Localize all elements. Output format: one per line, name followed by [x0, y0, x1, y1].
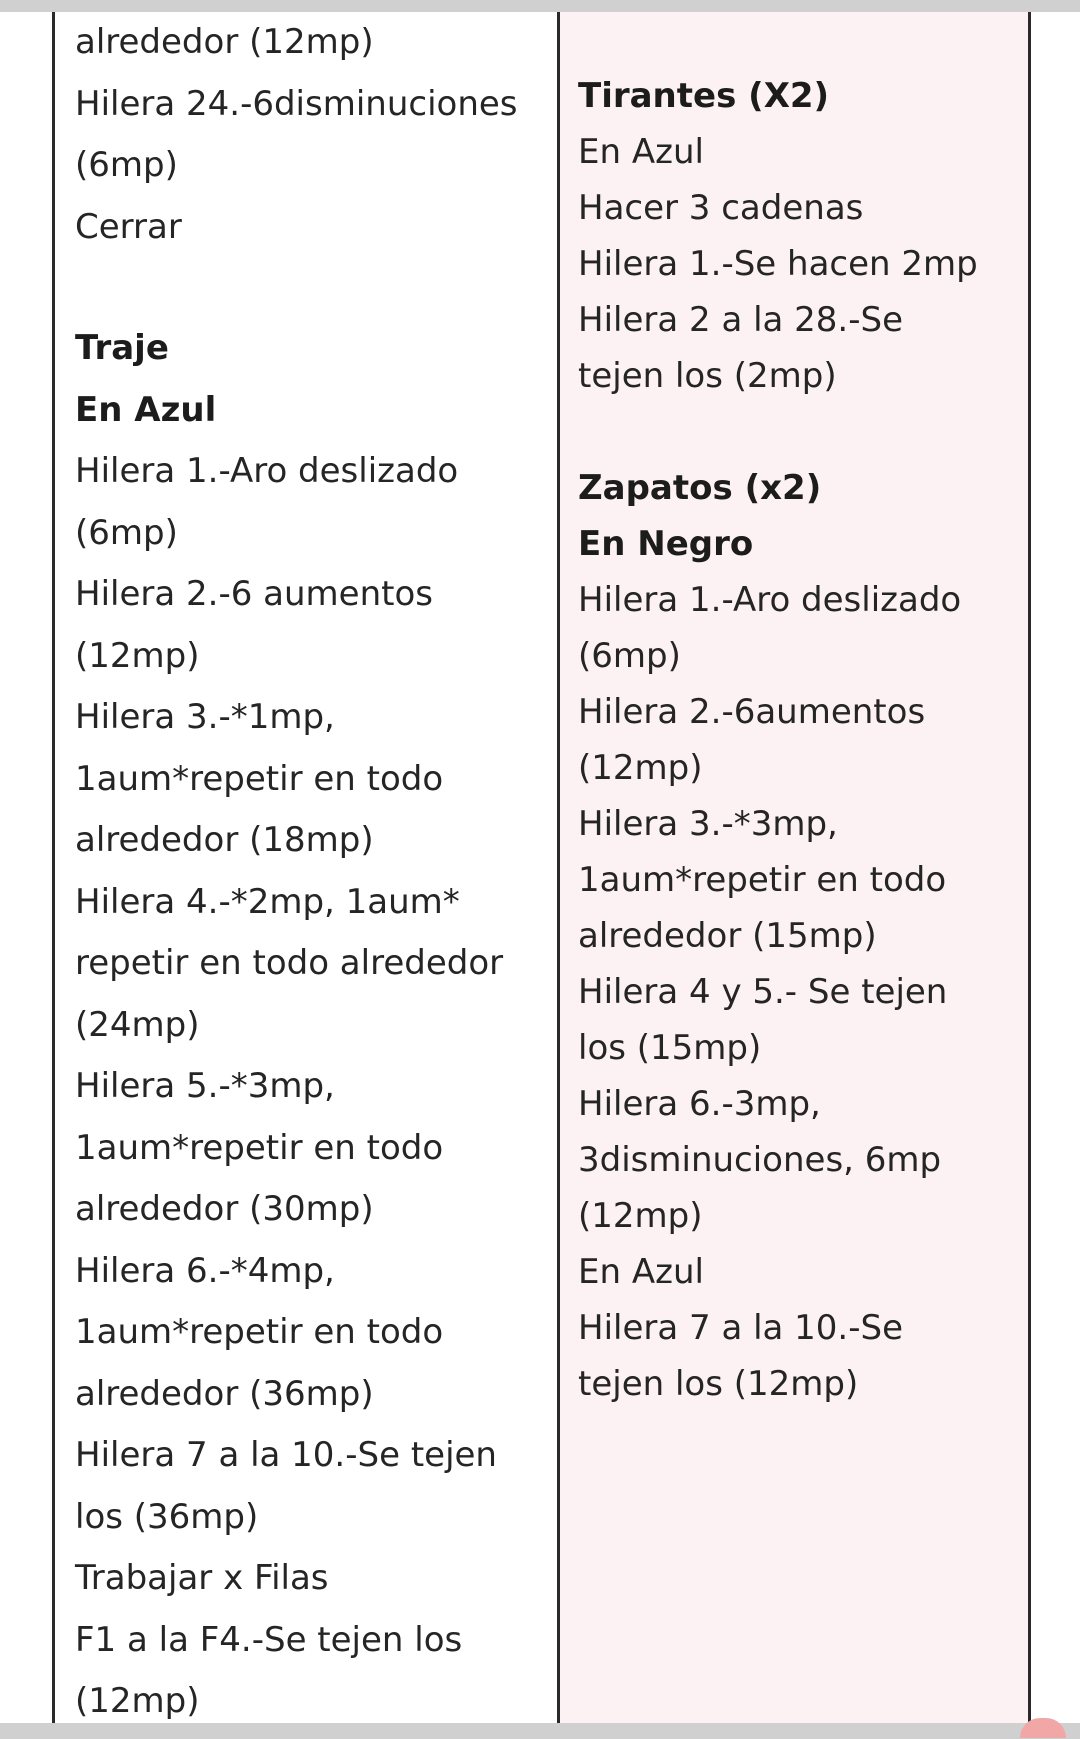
pattern-line: En Azul: [578, 132, 704, 172]
pattern-line: Trabajar x Filas: [75, 1558, 329, 1598]
pattern-line: Hacer 3 cadenas: [578, 188, 864, 228]
bottom-scroll-edge: [0, 1723, 1080, 1739]
pattern-line: los (15mp): [578, 1028, 762, 1068]
pattern-line: Hilera 6.-3mp,: [578, 1084, 821, 1124]
pattern-line: (6mp): [75, 145, 178, 185]
pattern-line: Hilera 2.-6 aumentos: [75, 574, 433, 614]
pattern-line: Hilera 6.-*4mp,: [75, 1250, 335, 1291]
pattern-line: Cerrar: [75, 206, 182, 247]
section-heading: Tirantes (X2): [578, 76, 830, 116]
pattern-line: alrededor (18mp): [75, 820, 374, 860]
section-heading: En Negro: [578, 524, 754, 564]
pattern-table: [52, 12, 1031, 1723]
pattern-line: (6mp): [75, 512, 178, 553]
pattern-line: Hilera 2 a la 28.-Se: [578, 300, 904, 340]
pattern-line: (12mp): [578, 1196, 703, 1236]
spacer: [578, 12, 1018, 68]
pattern-line: (24mp): [75, 1004, 200, 1045]
pattern-line: tejen los (12mp): [578, 1364, 859, 1404]
pattern-line: 1aum*repetir en todo: [75, 1312, 444, 1352]
pattern-line: repetir en todo alrededor: [75, 943, 504, 983]
pattern-line: (12mp): [75, 1681, 200, 1721]
section-heading: Traje: [75, 328, 169, 368]
pattern-line: Hilera 3.-*3mp,: [578, 804, 838, 844]
pattern-line: (12mp): [75, 635, 200, 676]
section-heading: En Azul: [75, 389, 217, 430]
pattern-line: alrededor (30mp): [75, 1189, 374, 1229]
pattern-line: Hilera 3.-*1mp,: [75, 697, 335, 737]
right-column: [560, 12, 1028, 1723]
spacer: [75, 258, 547, 318]
pattern-line: alrededor (12mp): [75, 22, 374, 62]
pattern-line: 1aum*repetir en todo: [75, 758, 444, 799]
pattern-line: Hilera 24.-6disminuciones: [75, 83, 518, 124]
pattern-line: (6mp): [578, 636, 681, 676]
pattern-line: 3disminuciones, 6mp: [578, 1140, 942, 1180]
pattern-line: F1 a la F4.-Se tejen los: [75, 1619, 463, 1660]
pattern-line: (12mp): [578, 748, 703, 788]
pattern-line: tejen los (2mp): [578, 356, 837, 396]
pattern-line: 1aum*repetir en todo: [578, 860, 947, 900]
pattern-line: Hilera 1.-Aro deslizado: [75, 451, 459, 491]
pattern-line: Hilera 7 a la 10.-Se: [578, 1308, 904, 1348]
pattern-line: Hilera 1.-Aro deslizado: [578, 580, 962, 620]
left-column: [55, 12, 560, 1723]
pattern-line: Hilera 2.-6aumentos: [578, 692, 926, 732]
spacer: [578, 404, 1018, 460]
section-heading: Zapatos (x2): [578, 468, 822, 508]
pattern-line: alrededor (15mp): [578, 916, 877, 956]
pattern-line: alrededor (36mp): [75, 1373, 374, 1414]
pattern-line: los (36mp): [75, 1496, 259, 1537]
pattern-line: En Azul: [578, 1252, 704, 1292]
pattern-line: Hilera 7 a la 10.-Se tejen: [75, 1435, 497, 1475]
pattern-line: Hilera 1.-Se hacen 2mp: [578, 244, 978, 284]
pattern-line: Hilera 4.-*2mp, 1aum*: [75, 881, 460, 922]
pattern-line: Hilera 5.-*3mp,: [75, 1066, 335, 1106]
pattern-line: 1aum*repetir en todo: [75, 1127, 444, 1168]
top-scroll-edge: [0, 0, 1080, 12]
pattern-line: Hilera 4 y 5.- Se tejen: [578, 972, 948, 1012]
